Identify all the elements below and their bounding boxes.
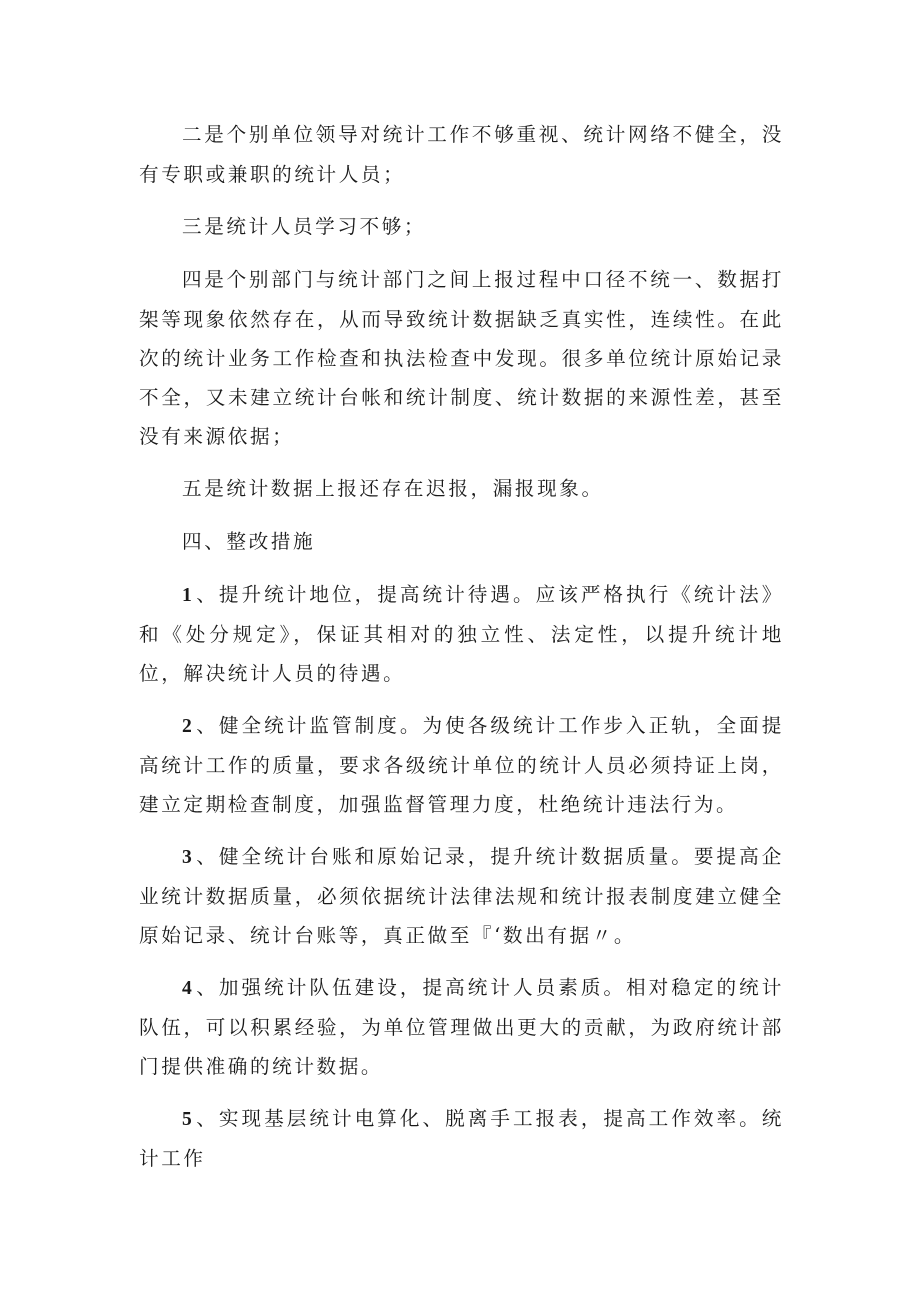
- item-number: 5: [182, 1109, 192, 1130]
- paragraph-text: 、提升统计地位，提高统计待遇。应该严格执行《统计法》和《处分规定》，保证其相对的独立性、法定性，以提升统计地位，解决统计人员的待遇。: [139, 583, 784, 685]
- paragraph-text: 、实现基层统计电算化、脱离手工报表，提高工作效率。统计工作: [139, 1107, 784, 1170]
- item-number: 2: [182, 716, 192, 737]
- paragraph-point-two: [139, 115, 784, 194]
- measure-item-3: [139, 837, 784, 955]
- measure-item-5: [139, 1099, 784, 1178]
- section-heading: [139, 522, 784, 562]
- paragraph-text: 四是个别部门与统计部门之间上报过程中口径不统一、数据打架等现象依然存在，从而导致统计数据缺乏真实性，连续性。在此次的统计业务工作检查和执法检查中发现。很多单位统计原始记录不全，又未建立统计台帐和统计制度、统计数据的来源性差，甚至没有来源依据；: [139, 268, 784, 448]
- measure-item-2: [139, 706, 784, 824]
- paragraph-text: 、健全统计监管制度。为使各级统计工作步入正轨，全面提高统计工作的质量，要求各级统计单位的统计人员必须持证上岗，建立定期检查制度，加强监督管理力度，杜绝统计违法行为。: [139, 714, 784, 816]
- measure-item-1: [139, 575, 784, 693]
- paragraph-text: 三是统计人员学习不够；: [182, 215, 427, 238]
- paragraph-text: 、加强统计队伍建设，提高统计人员素质。相对稳定的统计队伍，可以积累经验，为单位管理做出更大的贡献，为政府统计部门提供准确的统计数据。: [139, 976, 784, 1078]
- paragraph-text: 五是统计数据上报还存在迟报，漏报现象。: [182, 477, 604, 500]
- paragraph-point-four: [139, 260, 784, 456]
- section-heading-text: 四、整改措施: [182, 530, 316, 553]
- paragraph-point-three: [139, 207, 784, 247]
- item-number: 1: [182, 585, 192, 606]
- measure-item-4: [139, 968, 784, 1086]
- paragraph-point-five: [139, 469, 784, 509]
- paragraph-text: 、健全统计台账和原始记录，提升统计数据质量。要提高企业统计数据质量，必须依据统计法律法规和统计报表制度建立健全原始记录、统计台账等，真正做至『‘数出有据〃。: [139, 845, 784, 947]
- paragraph-text: 二是个别单位领导对统计工作不够重视、统计网络不健全，没有专职或兼职的统计人员；: [139, 123, 784, 186]
- document-body: [139, 115, 784, 1191]
- item-number: 3: [182, 847, 192, 868]
- item-number: 4: [182, 978, 192, 999]
